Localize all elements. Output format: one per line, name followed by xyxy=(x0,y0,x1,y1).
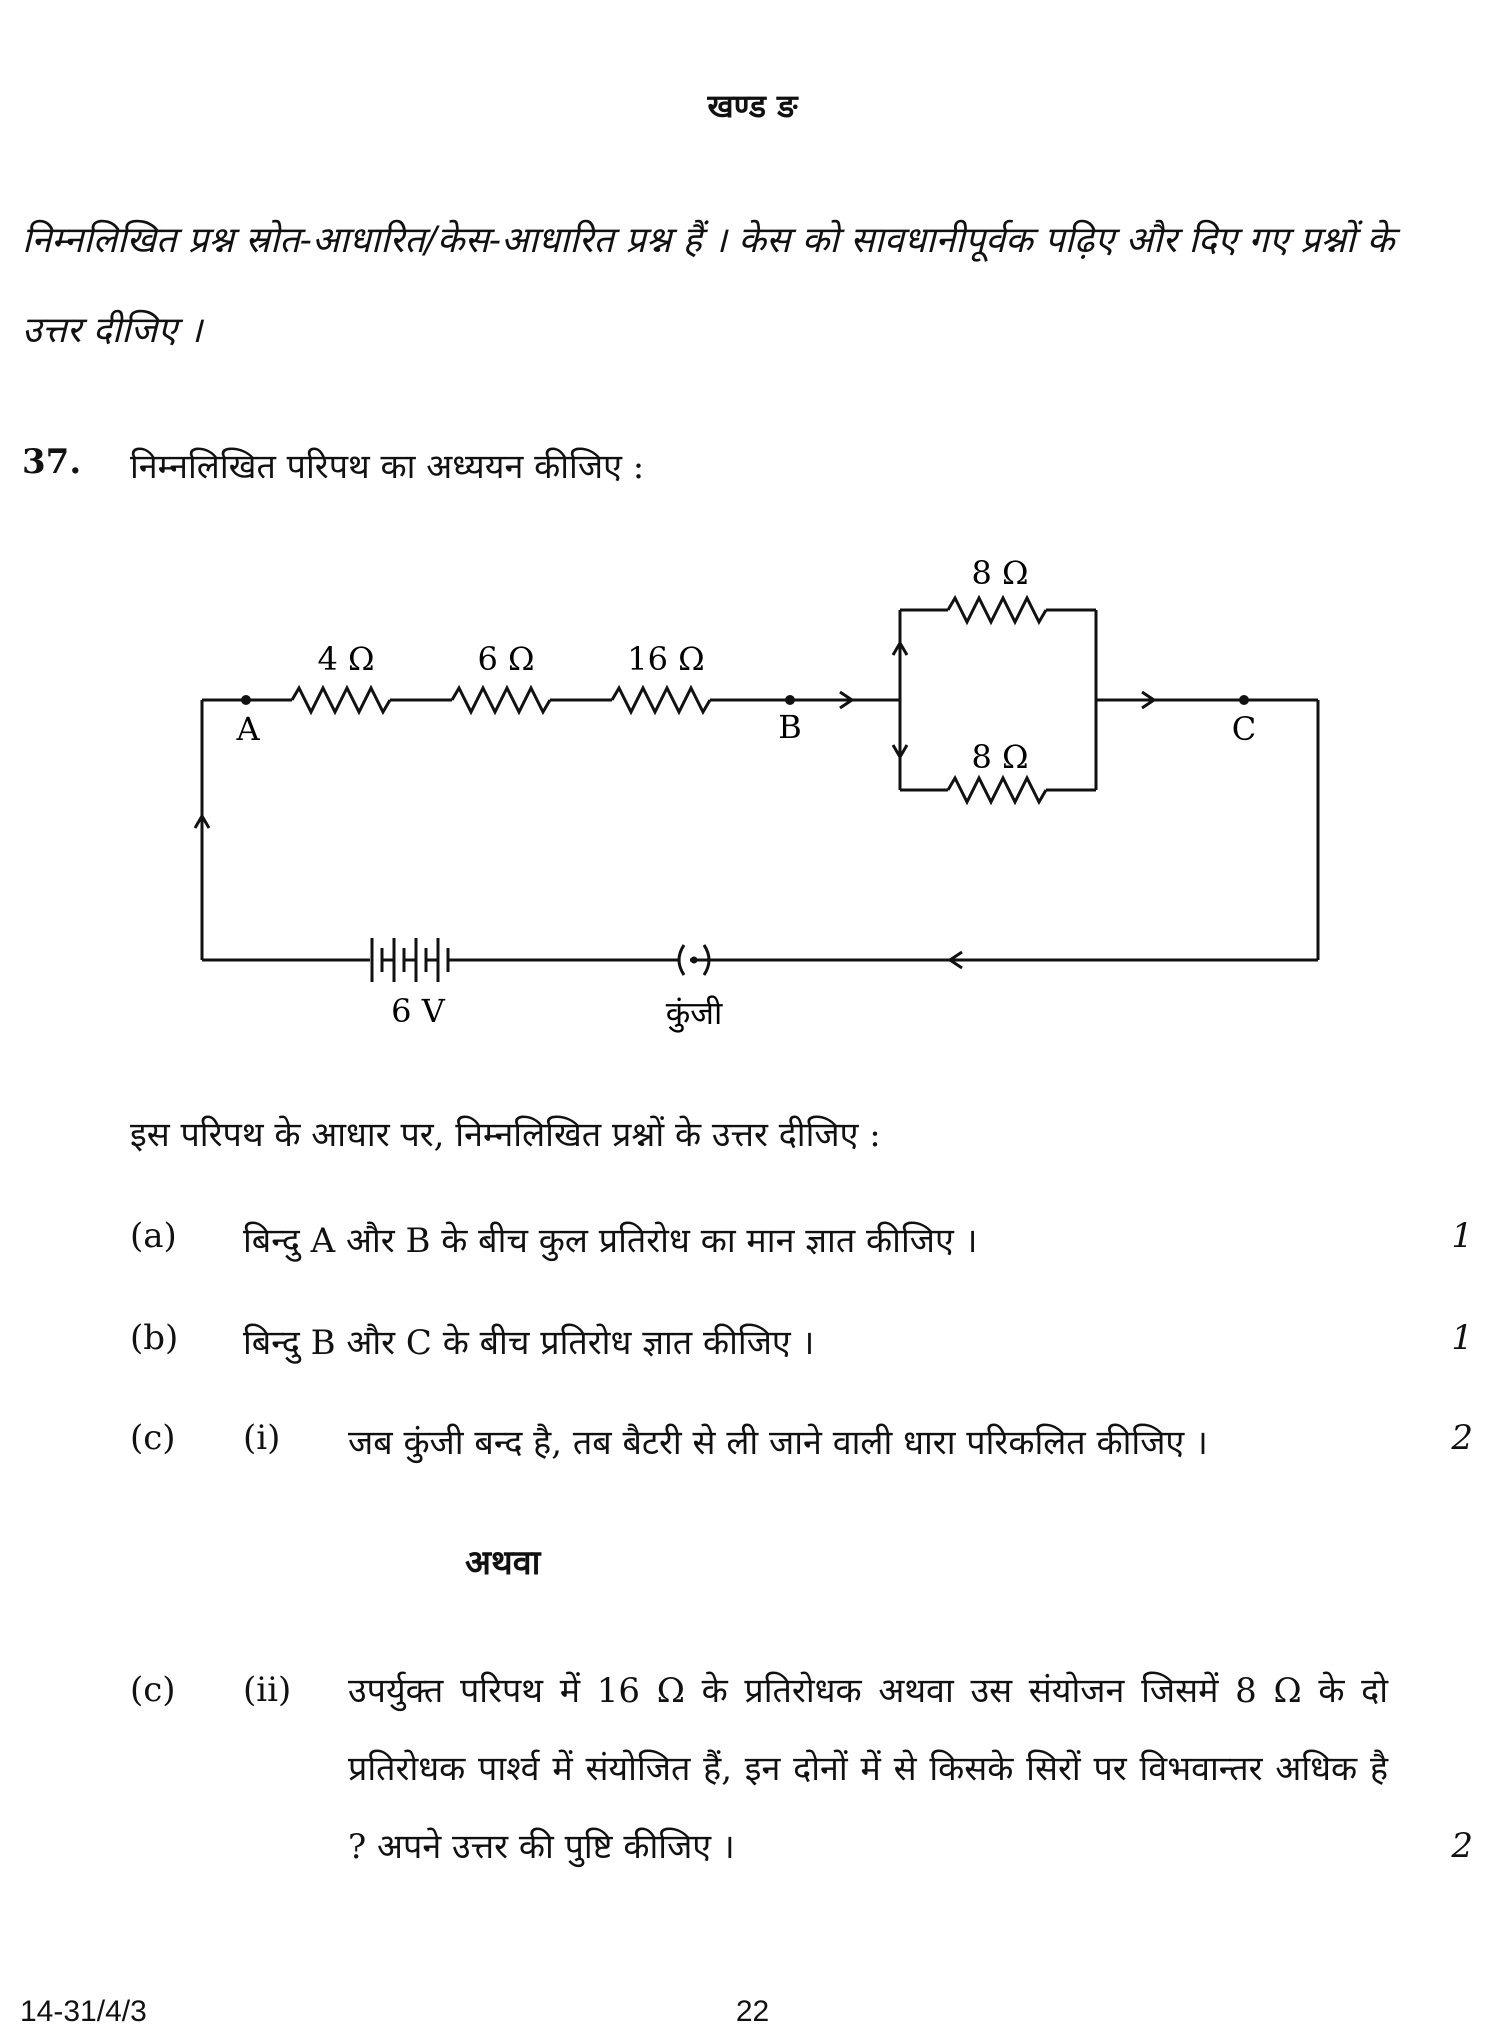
part-c2-text: उपर्युक्त परिपथ में 16 Ω के प्रतिरोधक अथवा उस संयोजन जिसमें 8 Ω के दो प्रतिरोधक पार्श्व में संयोजित हैं, इन दोनों में से किसके सिरों पर विभवान्तर अधिक है ? अपने उत्तर की पुष्टि कीजिए । xyxy=(348,1671,1388,1867)
instruction-text: निम्नलिखित प्रश्न स्रोत-आधारित/केस-आधारित प्रश्न हैं । केस को सावधानीपूर्वक पढ़िए और दिए गए प्रश्नों के उत्तर दीजिए । xyxy=(22,220,1395,351)
resistor-8-bottom-zigzag xyxy=(948,778,1046,802)
key-left-bracket xyxy=(679,945,684,975)
part-b-label: (b) xyxy=(130,1318,179,1358)
point-c-dot xyxy=(1239,695,1249,705)
part-c1-label: (c) xyxy=(130,1418,176,1458)
paper-code: 14-31/4/3 xyxy=(20,1995,147,2028)
key-dot xyxy=(691,957,698,964)
label-battery: 6 V xyxy=(391,992,445,1030)
label-point-c: C xyxy=(1231,710,1257,748)
resistor-16-zigzag xyxy=(612,688,710,712)
label-point-b: B xyxy=(778,708,802,746)
label-key: कुंजी xyxy=(665,994,723,1032)
resistor-8-top-zigzag xyxy=(948,598,1046,622)
part-a-marks: 1 xyxy=(1451,1216,1473,1256)
question-text: निम्नलिखित परिपथ का अध्ययन कीजिए : xyxy=(130,447,645,487)
part-a-text: बिन्दु A और B के बीच कुल प्रतिरोध का मान ज्ञात कीजिए । xyxy=(243,1221,978,1261)
section-title: खण्ड ङ xyxy=(707,87,798,125)
or-separator: अथवा xyxy=(465,1543,541,1583)
label-r2: 6 Ω xyxy=(477,640,535,678)
label-point-a: A xyxy=(236,710,260,748)
point-b-dot xyxy=(785,695,795,705)
resistor-6-zigzag xyxy=(452,688,550,712)
part-c2-sub: (ii) xyxy=(243,1670,292,1710)
part-c2-label: (c) xyxy=(130,1670,176,1710)
part-a-label: (a) xyxy=(130,1216,177,1256)
sub-question-prompt: इस परिपथ के आधार पर, निम्नलिखित प्रश्नों के उत्तर दीजिए : xyxy=(130,1115,881,1155)
point-a-dot xyxy=(241,695,251,705)
part-b-text: बिन्दु B और C के बीच प्रतिरोध ज्ञात कीजिए । xyxy=(243,1323,815,1363)
part-c1-marks: 2 xyxy=(1451,1418,1473,1458)
circuit-diagram xyxy=(180,540,1340,1040)
battery-symbol xyxy=(372,938,460,982)
label-r1: 4 Ω xyxy=(317,640,375,678)
part-c2-marks: 2 xyxy=(1451,1826,1473,1866)
part-c1-sub: (i) xyxy=(243,1418,281,1458)
label-r3: 16 Ω xyxy=(627,640,705,678)
part-b-marks: 1 xyxy=(1451,1318,1473,1358)
label-r-top: 8 Ω xyxy=(971,554,1029,592)
question-number: 37. xyxy=(22,442,82,482)
resistor-4-zigzag xyxy=(292,688,390,712)
part-c1-text: जब कुंजी बन्द है, तब बैटरी से ली जाने वाली धारा परिकलित कीजिए । xyxy=(348,1423,1208,1463)
label-r-bottom: 8 Ω xyxy=(971,738,1029,776)
page-number: 22 xyxy=(735,1995,770,2028)
